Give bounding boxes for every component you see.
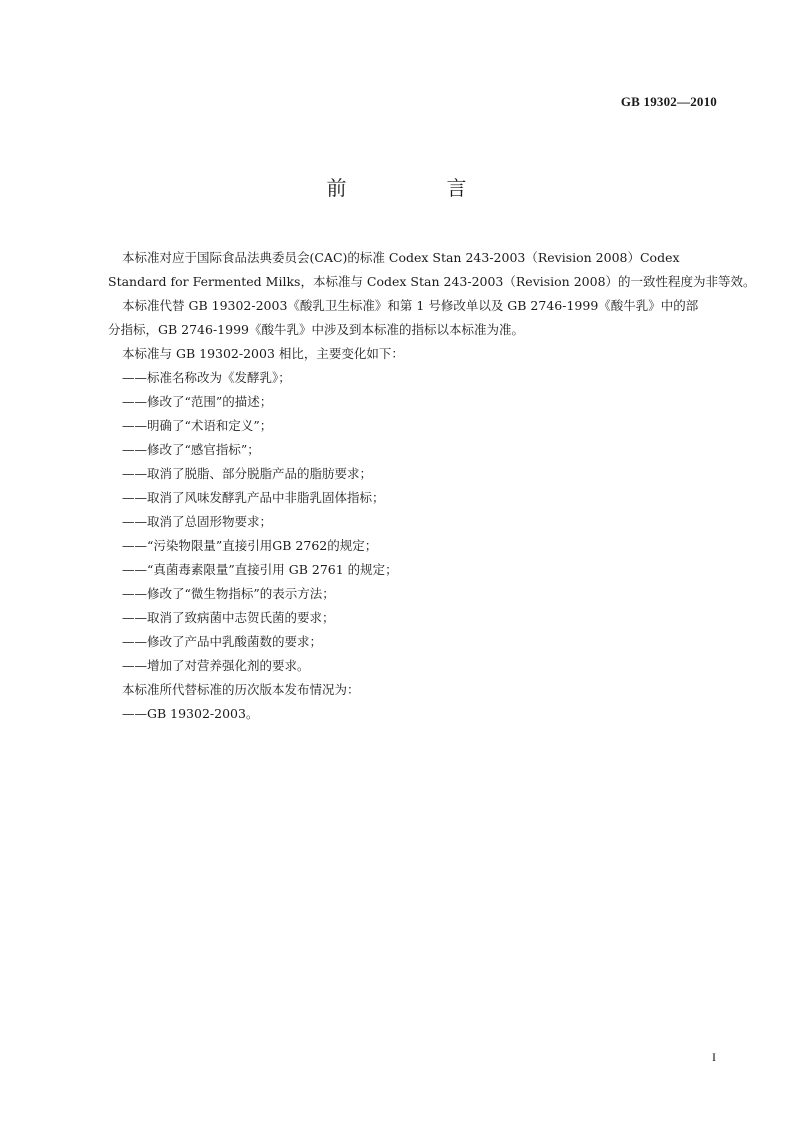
paragraph-changes-intro (122, 342, 718, 366)
list-item: ——修改了产品中乳酸菌数的要求； (122, 634, 323, 649)
paragraph-line: 本标准代替 GB 19302-2003《酸乳卫生标准》和第 1 号修改单以及 GB 2746-1999《酸牛乳》中的部 (122, 298, 699, 313)
paragraph-replacement (108, 294, 718, 342)
paragraph-correspondence (108, 246, 756, 294)
standard-code: GB 19302—2010 (620, 94, 717, 109)
list-item: ——取消了脱脂、部分脱脂产品的脂肪要求； (122, 466, 373, 481)
paragraph-line: 分指标，GB 2746-1999《酸牛乳》中涉及到本标准的指标以本标准为准。 (108, 322, 524, 337)
list-item: ——明确了“术语和定义”； (122, 418, 273, 433)
history-section (122, 678, 718, 726)
body-text (108, 246, 756, 726)
list-item: ——取消了风味发酵乳产品中非脂乳固体指标； (122, 490, 385, 505)
page-number: I (712, 1050, 716, 1064)
list-item: ——取消了总固形物要求； (122, 514, 273, 529)
list-item: ——修改了“感官指标”； (122, 442, 260, 457)
paragraph-line: 本标准对应于国际食品法典委员会(CAC)的标准 Codex Stan 243-2003（Revision 2008）Codex (122, 250, 680, 265)
list-item: ——“真菌毒素限量”直接引用 GB 2761 的规定； (122, 562, 398, 577)
paragraph-line: Standard for Fermented Milks，本标准与 Codex Stan 243-2003（Revision 2008）的一致性程度为非等效。 (108, 274, 756, 289)
list-item: ——“污染物限量”直接引用GB 2762的规定； (122, 538, 378, 553)
history-intro: 本标准所代替标准的历次版本发布情况为： (122, 682, 360, 697)
list-item: ——取消了致病菌中志贺氏菌的要求； (122, 610, 335, 625)
list-item: ——修改了“微生物指标”的表示方法； (122, 586, 335, 601)
paragraph-line: 本标准与 GB 19302-2003 相比，主要变化如下： (122, 346, 404, 361)
page-title: 前 言 (326, 176, 507, 200)
list-item: ——修改了“范围”的描述； (122, 394, 273, 409)
list-item: ——标准名称改为《发酵乳》； (122, 370, 291, 385)
history-item: ——GB 19302-2003。 (122, 706, 259, 721)
list-item: ——增加了对营养强化剂的要求。 (122, 658, 310, 673)
changes-list (122, 366, 718, 678)
